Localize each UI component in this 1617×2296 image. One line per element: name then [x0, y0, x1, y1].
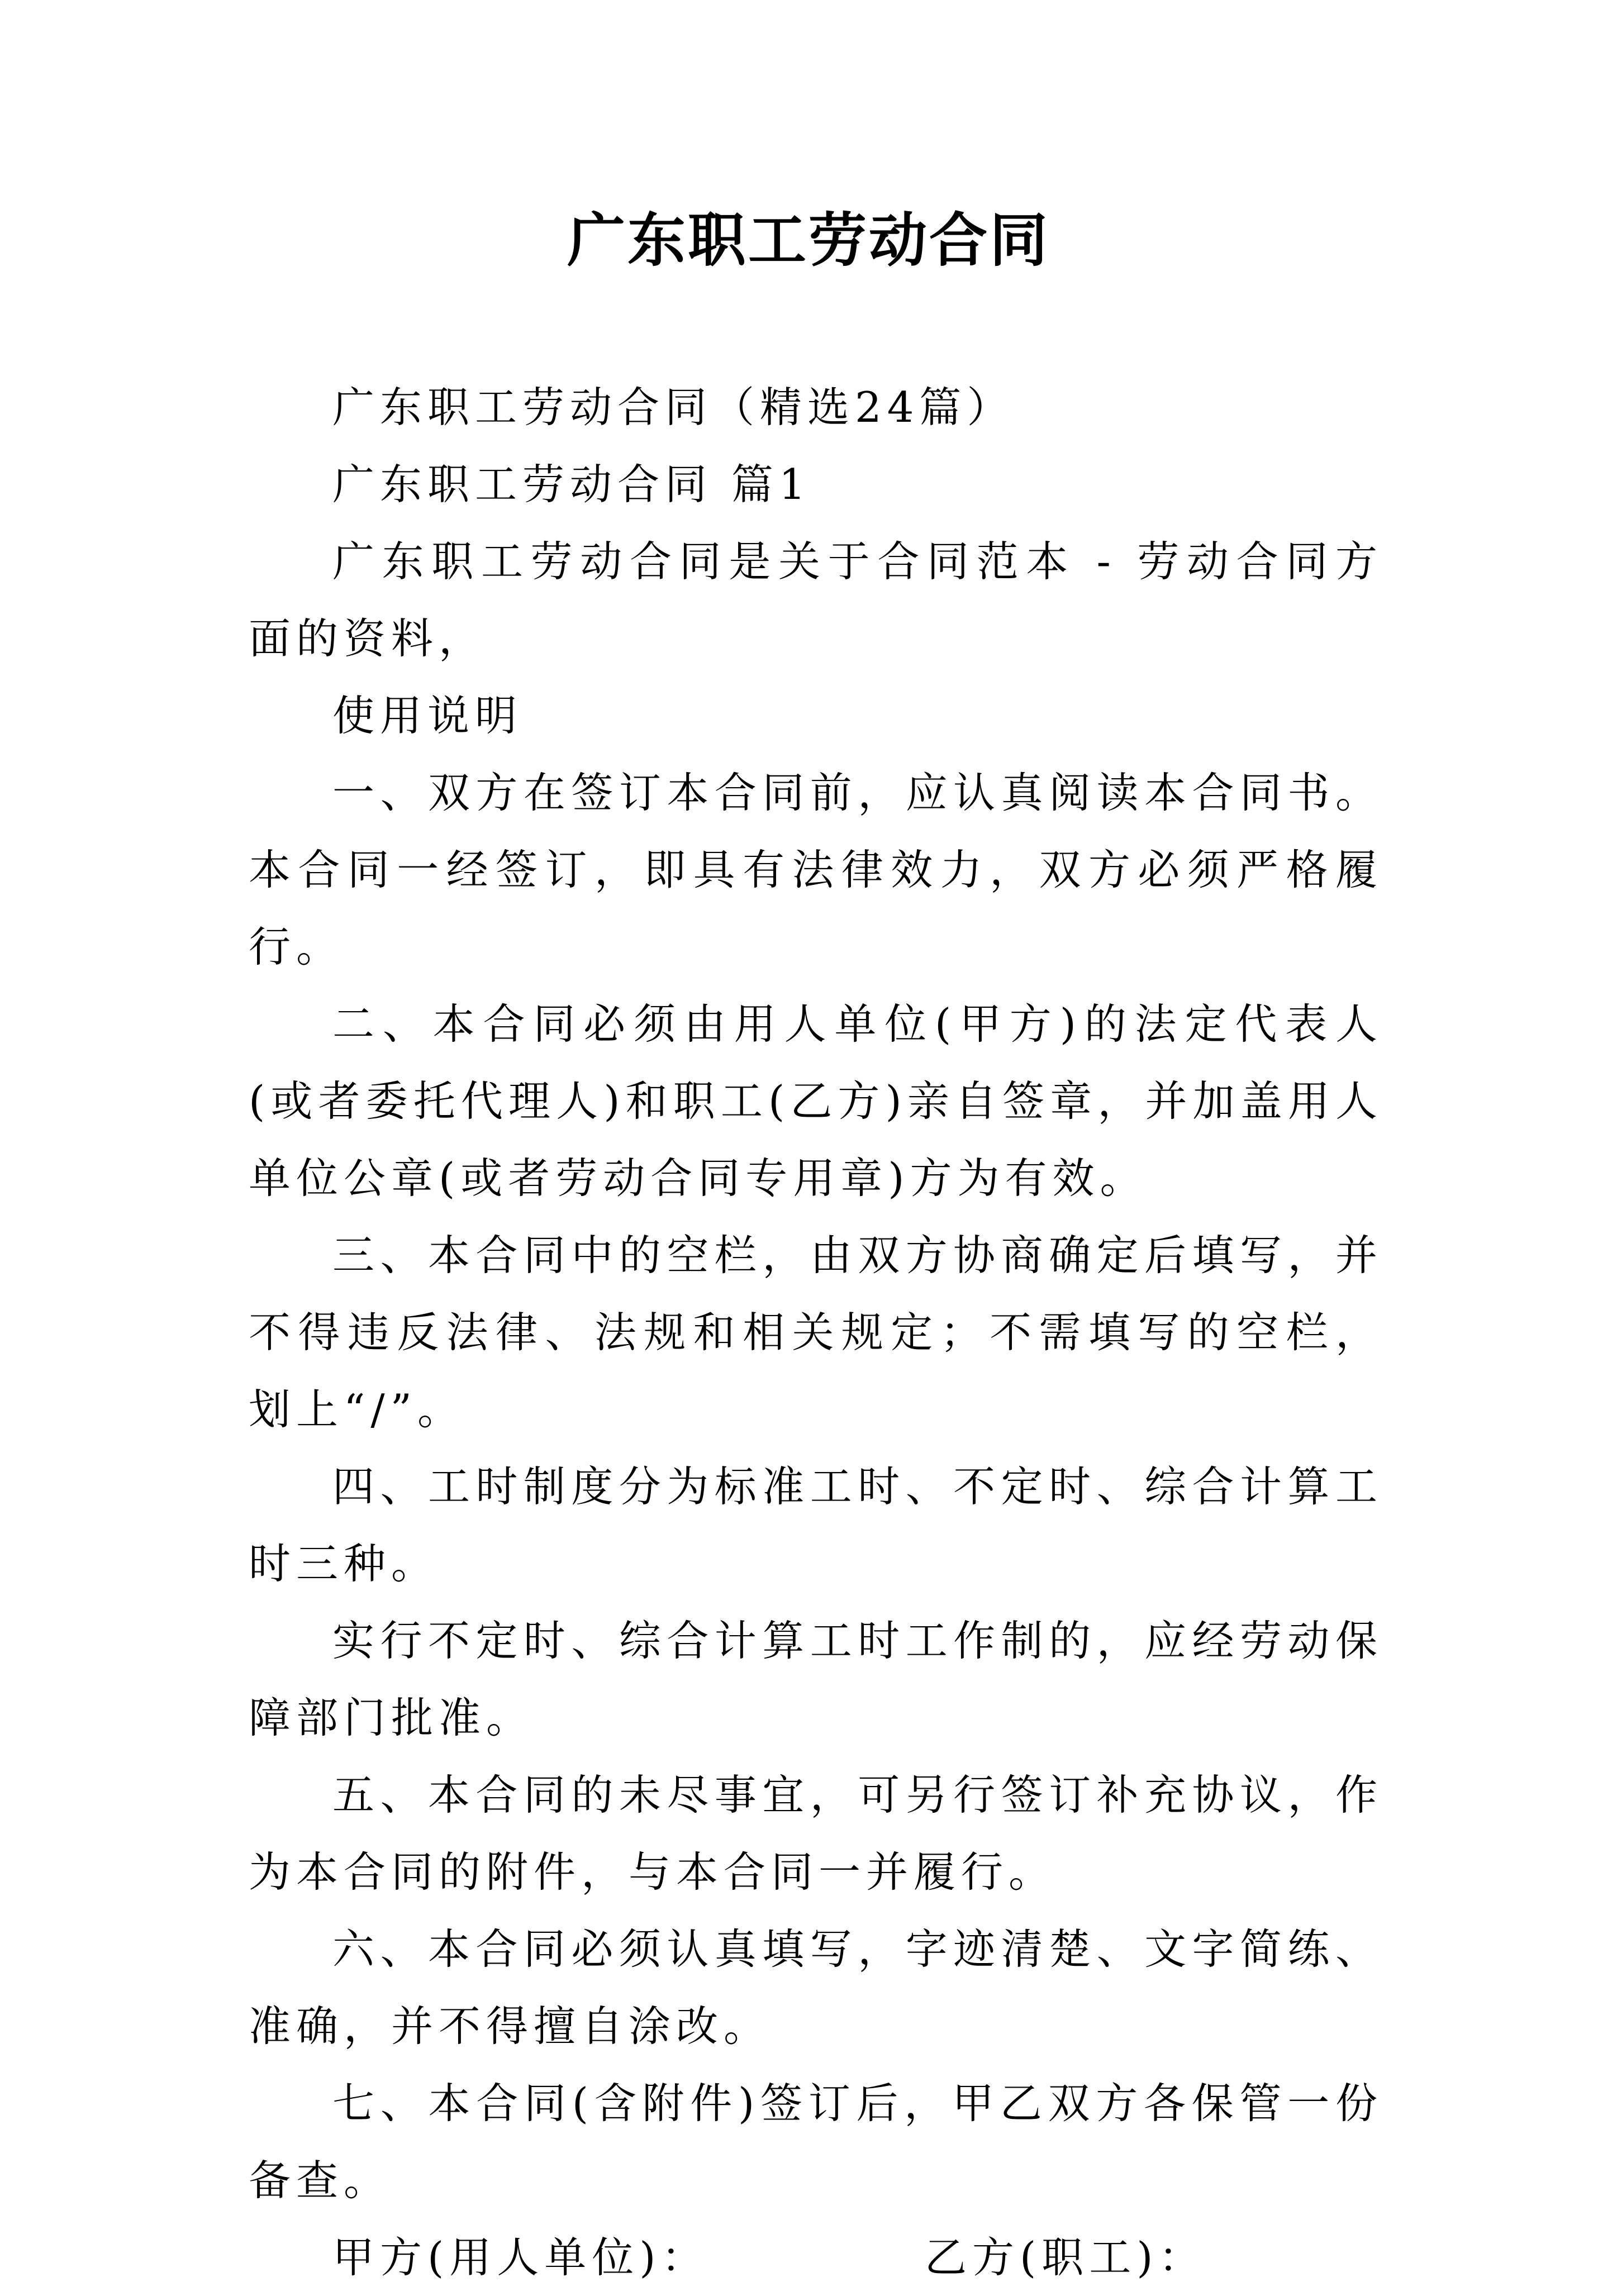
document-title: 广东职工劳动合同: [567, 206, 1050, 274]
paragraph-subtitle: 广东职工劳动合同（精选24篇）: [332, 383, 1015, 432]
paragraph-item-3: 三、本合同中的空栏，由双方协商确定后填写，并不得违反法律、法规和相关规定；不需填写的空栏，划上“/”。: [249, 1231, 1383, 1434]
document-body: [249, 369, 1383, 2296]
party-a-label: 甲方(用人单位)：: [332, 2233, 709, 2282]
paragraph-item-7: 七、本合同(含附件)签订后，甲乙双方各保管一份备查。: [249, 2079, 1383, 2205]
signature-row: [249, 2219, 1383, 2296]
paragraph-item-6: 六、本合同必须认真填写，字迹清楚、文字简练、准确，并不得擅自涂改。: [249, 1925, 1383, 2051]
paragraph-item-4-note: 实行不定时、综合计算工时工作制的，应经劳动保障部门批准。: [249, 1616, 1383, 1742]
paragraph-item-5: 五、本合同的未尽事宜，可另行签订补充协议，作为本合同的附件，与本合同一并履行。: [249, 1770, 1383, 1897]
party-b-label: 乙方(职工)：: [925, 2233, 1206, 2282]
paragraph-item-1: 一、双方在签订本合同前，应认真阅读本合同书。本合同一经签订，即具有法律效力，双方必须严格履行。: [249, 768, 1383, 971]
paragraph-item-4: 四、工时制度分为标准工时、不定时、综合计算工时三种。: [249, 1462, 1383, 1588]
paragraph-item-2: 二、本合同必须由用人单位(甲方)的法定代表人(或者委托代理人)和职工(乙方)亲自签章，并加盖用人单位公章(或者劳动合同专用章)方为有效。: [249, 999, 1383, 1203]
paragraph-usage-heading: 使用说明: [332, 691, 523, 740]
paragraph-intro: 广东职工劳动合同是关于合同范本 - 劳动合同方面的资料，: [249, 537, 1383, 663]
paragraph-chapter-heading: 广东职工劳动合同 篇1: [332, 460, 811, 509]
